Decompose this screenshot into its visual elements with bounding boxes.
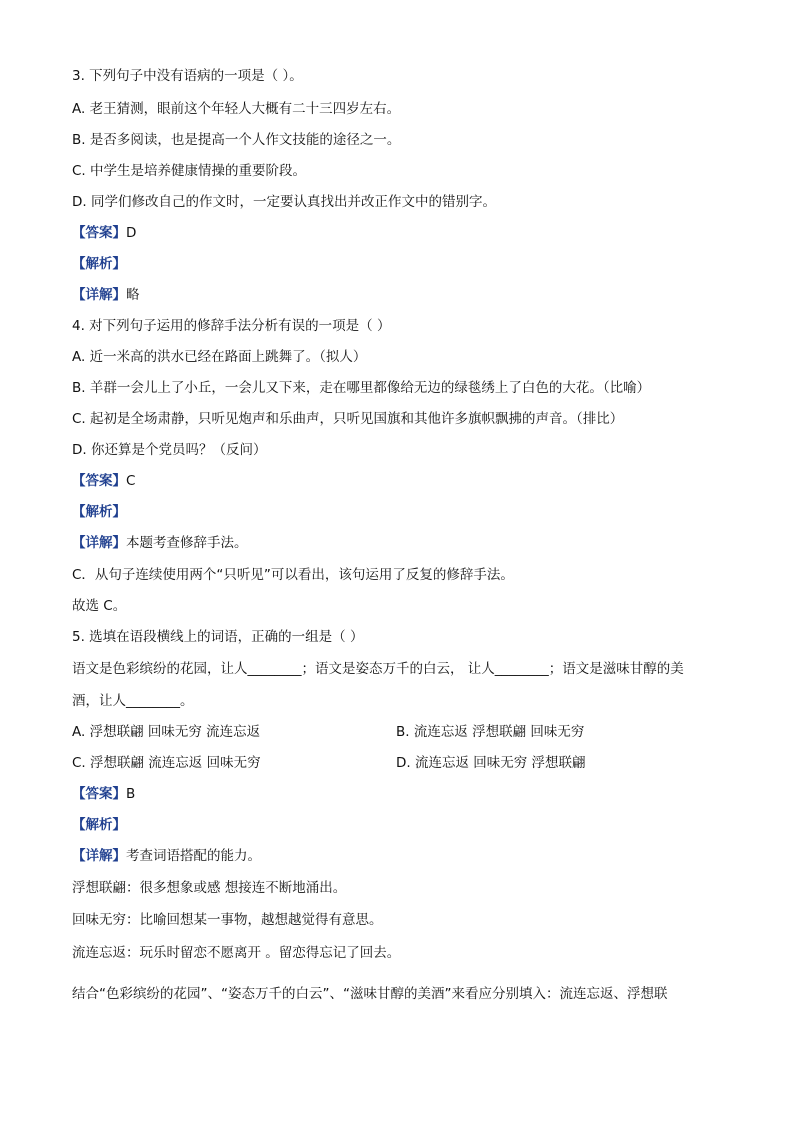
q3-detail	[72, 286, 140, 304]
q5-option-b: B. 流连忘返 浮想联翩 回味无穷	[396, 724, 585, 740]
q4-analysis-label: 【解析】	[72, 504, 126, 520]
detail-label: 【详解】	[72, 287, 126, 303]
q4-option-a: A. 近一米高的洪水已经在路面上跳舞了。（拟人）	[72, 349, 367, 365]
q4-option-b: B. 羊群一会儿上了小丘，一会儿又下来，走在哪里都像给无边的绿毯绣上了白色的大花。（比喻）	[72, 380, 651, 396]
q4-answer	[72, 472, 135, 490]
answer-label: 【答案】	[72, 225, 126, 241]
q4-detail	[72, 534, 248, 552]
q4-option-d: D. 你还算是个党员吗？（反问）	[72, 442, 267, 458]
q3-option-a: A. 老王猜测，眼前这个年轻人大概有二十三四岁左右。	[72, 101, 401, 117]
detail-text: 本题考查修辞手法。	[126, 535, 248, 551]
q5-analysis-label: 【解析】	[72, 817, 126, 833]
q3-analysis-label: 【解析】	[72, 256, 126, 272]
q5-stem: 5. 选填在语段横线上的词语，正确的一组是（ ）	[72, 629, 364, 645]
q5-option-d: D. 流连忘返 回味无穷 浮想联翩	[396, 755, 586, 771]
q4-option-c: C. 起初是全场肃静，只听见炮声和乐曲声，只听见国旗和其他许多旗帜飘拂的声音。（排比）	[72, 411, 624, 427]
answer-value: D	[126, 225, 137, 241]
answer-label: 【答案】	[72, 473, 126, 489]
q5-final-line: 结合“色彩缤纷的花园”、“姿态万千的白云”、“滋味甘醇的美酒”来看应分别填入：流连忘返、浮想联	[72, 986, 668, 1002]
q5-detail	[72, 847, 261, 865]
q3-stem: 3. 下列句子中没有语病的一项是（ ）。	[72, 68, 303, 84]
answer-value: B	[126, 786, 136, 802]
q4-stem: 4. 对下列句子运用的修辞手法分析有误的一项是（ ）	[72, 318, 391, 334]
answer-value: C	[126, 473, 136, 489]
q5-passage-line-1: 语文是色彩缤纷的花园，让人________；语文是姿态万千的白云， 让人________；语文是滋味甘醇的美	[72, 661, 684, 677]
q5-definition-2: 回味无穷：比喻回想某一事物，越想越觉得有意思。	[72, 912, 383, 928]
q3-option-c: C. 中学生是培养健康情操的重要阶段。	[72, 163, 307, 179]
detail-text: 略	[126, 287, 140, 303]
q3-answer	[72, 224, 136, 242]
detail-text: 考查词语搭配的能力。	[126, 848, 261, 864]
q5-definition-1: 浮想联翩：很多想象或感 想接连不断地涌出。	[72, 880, 347, 896]
detail-label: 【详解】	[72, 535, 126, 551]
q5-passage-line-2: 酒，让人________。	[72, 693, 194, 709]
q5-option-a: A. 浮想联翩 回味无穷 流连忘返	[72, 724, 261, 740]
q5-answer	[72, 785, 135, 803]
q5-option-c: C. 浮想联翩 流连忘返 回味无穷	[72, 755, 261, 771]
answer-label: 【答案】	[72, 786, 126, 802]
q3-option-b: B. 是否多阅读，也是提高一个人作文技能的途径之一。	[72, 132, 401, 148]
q3-option-d: D. 同学们修改自己的作文时，一定要认真找出并改正作文中的错别字。	[72, 194, 496, 210]
detail-label: 【详解】	[72, 848, 126, 864]
q4-explain: C．从句子连续使用两个“只听见”可以看出，该句运用了反复的修辞手法。	[72, 567, 514, 583]
q4-conclusion: 故选 C。	[72, 598, 127, 614]
q5-definition-3: 流连忘返：玩乐时留恋不愿离开 。留恋得忘记了回去。	[72, 945, 401, 961]
